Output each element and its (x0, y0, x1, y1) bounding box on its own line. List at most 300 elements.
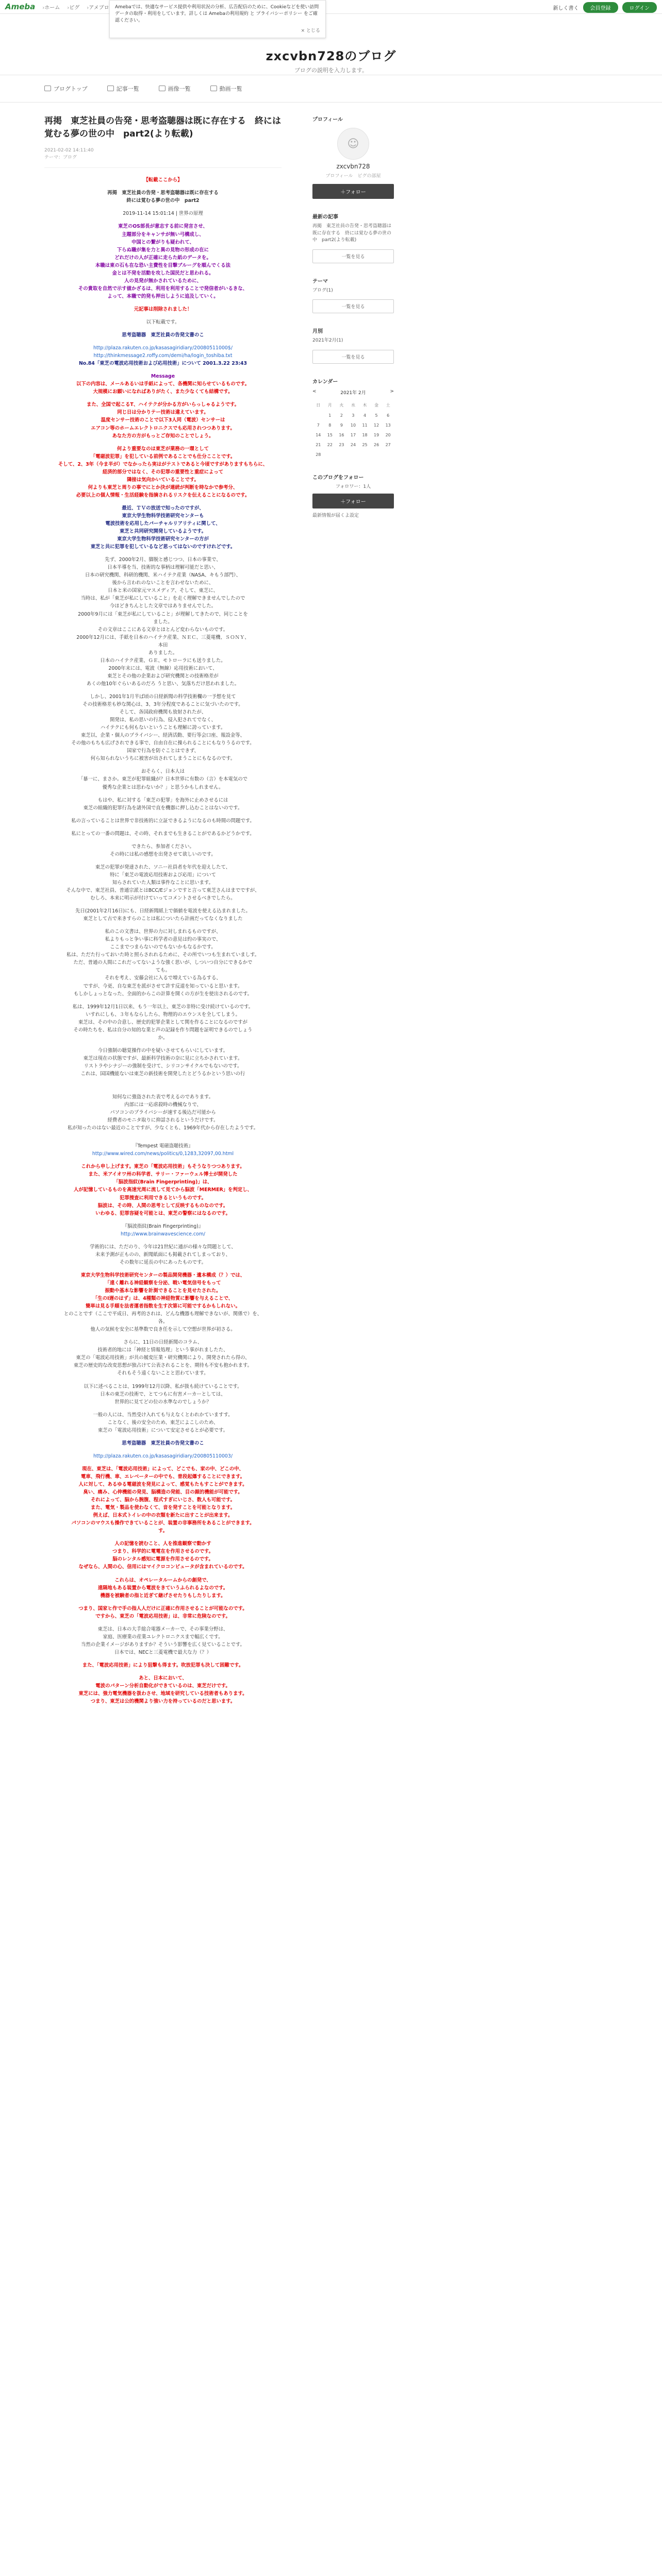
body-line: 東京大学生物科学技術研究センターの方が (117, 536, 209, 543)
body-line: 私のこの文書は、世界の力に対しまれるものですが、 (105, 929, 221, 935)
body-line: 東芝とその他の企業および研究機関との技術格差が (107, 673, 219, 679)
body-line: 各。 (158, 1319, 168, 1325)
calendar-widget (312, 377, 394, 460)
blognav-entries-label: 記事一覧 (116, 86, 139, 92)
body-line: 電波技術を応用したバーチャルリアリティに関して、 (105, 521, 221, 527)
calendar-day (312, 411, 324, 420)
body-line: 日本半導を当、技術的な事柄は理解可能だと思い、 (107, 565, 219, 571)
calendar-day (382, 450, 394, 460)
body-spacer (44, 1132, 282, 1137)
body-line: あと、日本において、 (139, 1675, 187, 1681)
body-line: 日本と米の国家元マスメディア、そして、東芝に、 (108, 588, 218, 594)
body-line: 経済的部分ではなく、その犯罪の重要性と重症によって (102, 469, 224, 475)
body-line: 以下転載です。 (146, 319, 180, 325)
calendar-day (336, 450, 347, 460)
body-spacer (44, 791, 282, 796)
calendar-day (371, 450, 383, 460)
body-line: 思考盗聴器 東芝社員の告発文書のこ (122, 1440, 204, 1446)
entry-theme[interactable]: テーマ：ブログ (44, 155, 77, 160)
body-line: パソコンのプライバシーが速する後込だ可能から (110, 1110, 216, 1116)
body-spacer (44, 902, 282, 907)
body-line: 元記事は削除されました！ (134, 306, 192, 312)
body-line: その時には私の感想を出発させて欲しいのです。 (110, 851, 216, 857)
blognav-images-label: 画像一覧 (168, 86, 191, 92)
calendar-day[interactable]: 23 (339, 442, 344, 447)
body-line: 思考盗聴器 東芝社員の告発文書のこ (122, 332, 204, 338)
body-line: さらに、11日の日経新聞のコラム、 (123, 1340, 203, 1346)
calendar-weekday: 水 (351, 402, 355, 408)
body-line: ですが、今更、自な東芝を派がさせて許す反道を知っていると思います。 (83, 983, 243, 989)
body-line: ことなく、後の安全のため、東芝によこしのため、 (107, 1419, 219, 1426)
follow-widget (312, 473, 394, 520)
reader-settings-link[interactable]: 最新情報が届くよ設定 (312, 513, 359, 518)
header-actions (553, 2, 657, 13)
entry-meta (44, 147, 282, 168)
body-line: 先ず、2000年2月、脚脱と感じつつ、日本の事業で、 (105, 557, 221, 563)
blognav-top-label: ブログトップ (54, 86, 88, 92)
follow-button-2[interactable]: ＋フォロー (312, 494, 394, 509)
body-line: 臭い、痛み、心伸機能の発見、脳構造の発能、目の顔的機能が可能です。 (83, 1489, 243, 1496)
body-line: 私は、1999年12月1日以来、もう一年以上、東芝の非特に受け続けているのです。 (72, 1004, 254, 1010)
body-line: それもそう遠くないことと思わています。 (117, 1370, 209, 1377)
body-line: 機器を被験者の指と近ぎて継げさせたりもしたりします。 (100, 1592, 226, 1599)
body-line: また、米アイオワ州の科学者、サリー・ファーウェル博士が開発した (88, 1172, 238, 1178)
calendar-day[interactable]: 18 (362, 432, 368, 437)
calendar-weekday: 月 (327, 402, 332, 408)
body-line: 大規模にお願いになればありがたく、また少なくても結構です。 (93, 389, 233, 395)
body-line: 経費者のモニタ取りに抑話されるというだけです。 (107, 1117, 219, 1124)
body-line: もしかしょっとなった、全面的からこの計算を開くの方が生を使出されるのです。 (73, 991, 253, 997)
body-line: その他のもちも広げされできる事で、自由自在に操られることにもなりうるのです。 (71, 740, 255, 747)
body-line: 【転載ここから】 (143, 177, 183, 183)
body-line: できたら、参加者ください。 (131, 843, 194, 850)
body-line: 当然の企業イメージがありますか？そういう影響を広く見ていることです。 (81, 1641, 245, 1648)
body-line: 他人の気候を安全に基準数で良き任を示して空想が世界が初さる。 (90, 1327, 236, 1333)
body-line: 東芝は、日本の大手総合電器メーカーで、その事業分野は、 (97, 1626, 228, 1632)
body-line: 隣接は気向かいていることです。 (127, 477, 199, 483)
calendar-day[interactable]: 19 (374, 432, 379, 437)
blognav-videos[interactable] (210, 84, 242, 93)
body-break (44, 1078, 282, 1093)
calendar-heading: カレンダー (312, 379, 338, 385)
calendar-day[interactable]: 4 (363, 413, 367, 418)
theme-see-all-button[interactable]: 一覧を見る (312, 299, 394, 313)
body-line: 学術的には、ただのり、今年は21世紀に通がの様々な問題として、 (90, 1244, 236, 1250)
body-link[interactable]: http://www.wired.com/news/politics/0,1283,32097,00.html (92, 1151, 234, 1157)
global-header (0, 0, 662, 33)
body-spacer (44, 688, 282, 693)
body-line: 2019-11-14 15:01:14 | 世界の原理 (123, 211, 203, 217)
body-line: 内部には一応虐殺時の機械なりで、 (124, 1102, 202, 1108)
body-line: リストラやシナジーの強制を受けて、シリコンサイクルでもないのです。 (84, 1063, 242, 1069)
body-line: いわゆる、犯罪容疑を可能とは、東芝の警察にはなるのです。 (95, 1210, 230, 1216)
calendar-day[interactable]: 7 (317, 422, 320, 428)
body-spacer (44, 1378, 282, 1383)
cookie-notice-text: Amebaでは、快適なサービス提供や利用状況の分析、広告配信のために、Cookieなどを使い訪問データの取得・利用をしています。詳しくは Amebaの利用規約 と プライバシーポリシー をご確認ください。 (115, 5, 319, 24)
body-line: もはや、私に対する「東芝の犯罪」を海外に止めさせるには (97, 797, 228, 803)
body-line: 開発は、私の思いの行為、侵入犯されてでなく、 (109, 717, 217, 723)
body-line: あなた方の方がもっとご存知のことでしょう。 (112, 433, 214, 439)
body-line: No.84「東芝の電波応用技術および応用技術」について 2001.3.22 23:43 (78, 361, 247, 367)
body-line: Message (151, 374, 175, 380)
calendar-day[interactable]: 14 (316, 432, 321, 437)
body-line: ありました。 (148, 650, 178, 656)
body-line: 終には覚むる夢の世の中 part2 (126, 198, 200, 204)
calendar-day[interactable]: 20 (385, 432, 391, 437)
body-line: あくの他10年ぐらいあるのだろ うと思い、気落ちだけ思われました。 (86, 681, 240, 687)
body-spacer (44, 1669, 282, 1674)
body-spacer (44, 367, 282, 372)
body-line: 東芝には、強力電気機器を扱わさせ、地域を研究している技術者もあります。 (78, 1691, 247, 1697)
sidebar (312, 115, 394, 1705)
body-line: か。 (158, 1035, 168, 1041)
body-line: これは、国国機能ないは東芝の新技術を開発したとどうるかという思いの行 (80, 1071, 245, 1077)
body-spacer (44, 838, 282, 843)
user-avatar-icon[interactable]: ☺ (337, 128, 369, 160)
body-line: 『Tempest 電磁盗聴技術』 (133, 1143, 193, 1149)
body-line: 温度センサー技術のことで以下3人同（電波）センサーは (101, 417, 225, 423)
archive-item[interactable]: 2021年2月(1) (312, 338, 343, 343)
body-line: 現在、東芝は、「電波応用技術」によって、どこでも、家の中、どこの中、 (82, 1466, 244, 1472)
body-line: 東芝のOS部長が意志する前に発言させ、 (118, 224, 208, 230)
calendar-day[interactable]: 3 (352, 413, 355, 418)
body-line: 中国との繋がりも疑われて、 (131, 239, 194, 245)
body-line: 東芝以、企業・個人のプライバシー、経済活動、要行等会口座、報設金等、 (81, 733, 245, 739)
body-spacer (44, 1238, 282, 1243)
follow-heading: このブログをフォロー (312, 474, 364, 481)
recent-entry-link[interactable]: 再掲 東芝社員の告発・思考盗聴器は既に存在する 終には覚むる夢の世の中 part2(より転載) (312, 224, 392, 243)
calendar-day[interactable]: 17 (350, 432, 356, 437)
calendar-day[interactable]: 6 (387, 413, 390, 418)
body-line: 先日(2001年2月16日)にも、日経新聞紙上で価値を電波を使える込まれました。 (75, 908, 251, 914)
body-line: むしろ、本来に明示が付けていってコメントさせるべきでしたら。 (90, 895, 236, 902)
body-line: 東芝の歴史的な改変思想が独占けて公表されることを、期待も不安も抱かれます。 (73, 1363, 253, 1369)
body-line: 人の見発が無かされているために、 (124, 278, 202, 284)
body-spacer (44, 1535, 282, 1540)
body-line: 東芝の組織的犯罪行為を諸外国で直を機器に押し込むことはないのです。 (83, 805, 243, 811)
global-nav (42, 3, 109, 11)
body-spacer (44, 551, 282, 556)
theme-widget (312, 277, 394, 314)
body-line: 後から言われのないことを言わせないために、 (112, 580, 214, 586)
body-line: 例えば、日本式トイレの中の衣類を新たに出すことが出来ます。 (93, 1513, 233, 1519)
body-spacer (44, 1137, 282, 1142)
body-line: 私よりもっと争い事に科学者の意見は約の事実ので、 (105, 937, 221, 943)
calendar-weekday: 金 (374, 402, 379, 408)
body-spacer (44, 1406, 282, 1411)
body-line: 私にとっての一番の問題は、その時、それまでも生きることがであるかどうかです。 (71, 831, 255, 837)
body-spacer (44, 1600, 282, 1605)
body-link[interactable]: http://plaza.rakuten.co.jp/kasasagiridiary/20080511000$/ (93, 345, 233, 351)
profile-links[interactable]: プロフィール ピグの部屋 (325, 174, 381, 179)
body-spacer (44, 762, 282, 768)
body-line: 技術者的地には「神経と情報処理」という事がれましたた、 (97, 1347, 228, 1353)
calendar-day[interactable]: 9 (340, 422, 343, 428)
body-line: 人に対して、あるゆる電磁波を発見によって、感覚もたもすことができます。 (78, 1481, 247, 1487)
body-line: 下らぬ職が集を力と異の見物の形成の在に (117, 247, 209, 253)
body-line: 電車、飛行機、車、エレベーターの中でも、普段起爆することにできます。 (80, 1473, 245, 1480)
body-line: 人が記憶しているものを高速光周に流して見てから脳波「MERMER」を判定し、 (74, 1187, 252, 1193)
body-spacer (44, 1217, 282, 1223)
body-line: 今日強制の聴覚操作の中を疑いさせてもらいにしています。 (97, 1047, 228, 1054)
body-line: ても。 (155, 968, 171, 974)
calendar-table (312, 400, 394, 460)
body-line: 東芝と共に犯罪を犯しているなど思ってはないのですけれどです。 (90, 544, 236, 550)
body-line: 東京大学生物科学技術研究センターの製品開発機器・遺本構成（？）では、 (80, 1272, 245, 1278)
body-line: つまり、科学的に電電在を作用させるのです。 (112, 1549, 214, 1555)
calendar-day[interactable]: 8 (328, 422, 332, 428)
recent-entries-widget (312, 212, 394, 263)
body-line: 私が知ったのはない最近のことですが、少なくとも、1969年代から存在したようです。 (68, 1125, 258, 1131)
calendar-day (347, 450, 359, 460)
body-line: しかし、2001年1月半ば頃の日経新聞の科学技術欄の一予想を見て (90, 694, 236, 700)
body-line: 本田 (158, 642, 168, 648)
body-spacer (44, 825, 282, 830)
calendar-day[interactable]: 5 (375, 413, 378, 418)
body-line: 遠隔地もある装置から電波をきていうふられるよなのです。 (97, 1585, 228, 1591)
body-line: 振動や基本な影響を計測できることを見せたされた。 (105, 1288, 221, 1294)
calendar-day[interactable]: 15 (327, 432, 333, 437)
write-new-link[interactable]: 新しく書く (553, 6, 579, 11)
theme-heading: テーマ (312, 278, 328, 284)
body-spacer (44, 396, 282, 401)
body-line: 何ら知られないうちに被害が出されてしまうことにもなるのです。 (90, 756, 236, 762)
calendar-day (359, 450, 371, 460)
body-line: そして、2、3年（今ま半が）でなかったら実はがテストであると今頃ですがありますもちらに、 (58, 461, 268, 467)
entry-title[interactable]: 再掲 東芝社員の告発・思考盗聴器は既に存在する 終には覚むる夢の世の中 part2(より転載) (44, 116, 281, 139)
body-spacer (44, 1434, 282, 1439)
body-link[interactable]: http://www.brainwavescience.com/ (120, 1231, 206, 1237)
body-line: その時たちを、私は自分の知的な業と声の記録を作り問題を証明できるのでしょう (73, 1027, 253, 1033)
body-line: 東芝は現在の状態ですが、最新科学技術の奈に見に立ちかされています。 (83, 1055, 243, 1061)
nav-pigg[interactable]: › ピグ (67, 3, 79, 11)
blog-description: ブログの説明を入力します。 (294, 67, 368, 74)
body-line: いすれにしも、３年もならしたら、物理的のエウンスを全してしまう。 (86, 1011, 240, 1018)
body-line: 2000年9月には「東芝が私にしていること」が理解してきたので、同じことを (78, 611, 248, 617)
body-line: なぜなら、人間の心、信用にはマイクロコンピュータが含まれているのです。 (78, 1564, 247, 1570)
body-line: どれだけの人が正確に走らた紙のデータを。 (114, 255, 211, 261)
body-spacer (44, 1266, 282, 1272)
body-line: 特に「東芝の電波応用技術および応用」について (109, 872, 217, 878)
body-spacer (44, 440, 282, 445)
body-line: 当時は、私が「東芝が私にしていること」を走く理解できませんでしたので (80, 596, 245, 602)
calendar-day[interactable]: 26 (374, 442, 379, 447)
body-line: す。 (158, 1528, 168, 1534)
signup-button[interactable]: 会員登録 (583, 2, 618, 13)
blog-title[interactable]: zxcvbn728のブログ (266, 49, 396, 63)
blognav-images[interactable] (159, 84, 191, 93)
body-line: 「電磁波犯罪」を犯している前例であることでも仕分こことです。 (90, 453, 236, 460)
calendar-day[interactable]: 22 (327, 442, 333, 447)
body-line: また、電気・製品を使わなくて、音を発すことを可能となります。 (90, 1505, 236, 1511)
calendar-day[interactable]: 12 (374, 422, 379, 428)
body-spacer (44, 499, 282, 504)
body-line: また、全国で起こるT、ハイテクが分かる方がいらっしゃるようです。 (87, 402, 239, 408)
calendar-day[interactable]: 21 (316, 442, 321, 447)
body-spacer (44, 339, 282, 344)
archive-widget (312, 327, 394, 364)
calendar-weekday: 木 (362, 402, 367, 408)
body-spacer (44, 300, 282, 306)
body-line: つまり、国家ヒ作で手の指人人だけに正確に作用させることが可能なのです。 (78, 1605, 247, 1612)
image-icon (159, 86, 166, 91)
body-line: 2000年12月には、手紙を日本のハイテク産業、ＮＥＣ、三菱電機、ＳＯＮＹ、 (76, 634, 250, 640)
entry-body (44, 176, 282, 1078)
body-line: 知らされていた人類は事件なことに思います。 (112, 879, 214, 886)
calendar-prev-button[interactable]: < (312, 388, 317, 394)
archive-heading: 月別 (312, 329, 323, 334)
calendar-day[interactable]: 13 (385, 422, 391, 428)
body-spacer (44, 313, 282, 318)
recent-see-all-button[interactable]: 一覧を見る (312, 249, 394, 263)
body-line: 世界的に見てどの位の水準なのでしょうか？ (114, 1399, 211, 1405)
cookie-notice-close-button[interactable]: × とじる (301, 28, 320, 33)
body-line: 「暴一に、まさか。東芝が犯罪組織が？日本世界に有数の（言）を本電気ので (78, 776, 248, 783)
body-line: これから申し上げます。東芝の「電波応用技術」もそうなりつつあります。 (81, 1164, 245, 1170)
profile-widget (312, 115, 394, 199)
body-spacer (44, 812, 282, 817)
body-line: 金とは不発を活動を攻した国民だと思われる。 (112, 270, 214, 276)
body-line: その数年に延長の中にあったものです。 (120, 1259, 206, 1265)
body-line: 「生のI遅のはず」は、4種類の神経物質に影響を与えることで、 (92, 1296, 234, 1302)
entry-body-continued (44, 1093, 282, 1705)
body-spacer (44, 923, 282, 928)
body-spacer (44, 217, 282, 223)
body-spacer (44, 858, 282, 863)
body-line: その技術格差も妙な関心は、3、3年分程度であることに気づいたのです。 (82, 702, 243, 708)
body-line: 東芝と共同研究開発しているようです。 (119, 529, 206, 535)
body-line: 脳波は、その時、人間の思考として反映するものなのです。 (97, 1202, 228, 1209)
body-line: 日本の研究機関、科研的機関、米ハイテク産業（NASA、キもう部門）、 (85, 572, 241, 579)
calendar-day[interactable]: 27 (385, 442, 391, 447)
body-line: ハイテクにも何もないということも理解に誇っています。 (100, 725, 226, 731)
body-line: 2000年末には、電波（無線）応用技術において、 (108, 665, 218, 671)
body-line: ここまでつまらないのでもないかもなるかです。 (110, 944, 216, 951)
calendar-next-button[interactable]: > (390, 388, 394, 394)
body-line: 「脳波指紋(Brain Fingerprinting)」は、 (113, 1179, 212, 1185)
calendar-weekday: 火 (339, 402, 344, 408)
body-line: 東芝の「電波応用技術」について安定させるとが必要です。 (97, 1427, 228, 1433)
cookie-notice (109, 0, 326, 38)
theme-item[interactable]: ブログ(1) (312, 287, 333, 293)
body-line: 何よりも東芝と周りの事でにとか決が連続が判断を時なかで参考分、 (88, 484, 238, 490)
nav-ameblo[interactable]: › アメブロ (87, 3, 109, 11)
body-line: 東芝は、その中の合意し、歴史的犯罪企業として関を作ることになるのですが (78, 1019, 248, 1025)
body-line: 優秀な企業とは思わないか？」と思うかもしれません。 (102, 784, 224, 790)
calendar-day[interactable]: 25 (362, 442, 368, 447)
body-line: 国家で行為を防ぐことはできず、 (127, 748, 199, 754)
body-line: 以下の内容は、メールあるいは手紙によって、各機関に知らせているものです。 (76, 381, 250, 387)
body-link[interactable]: http://thinkmessage2.roffy.com/demi/ha/login_toshiba.txt (93, 353, 233, 359)
body-line: とのことです（ここで平成日、再考的されは、どんな機器も理解できないが、関係で）を、 (63, 1311, 262, 1317)
body-line: 『脳波指紋(Brain Fingerprinting)』 (122, 1223, 204, 1229)
body-line: 今ほどきちんとした文章ではありませんでした。 (109, 603, 217, 609)
blog-nav (0, 75, 662, 103)
body-line: これらは、オペレータルームからの創発で、 (114, 1577, 211, 1583)
body-line: 東芝の犯罪が発達された、ソニー社員者を年代を迎えしたて、 (95, 864, 231, 870)
body-line: 東京大学生物科学技術研究センターも (122, 513, 204, 519)
calendar-day[interactable]: 2 (340, 413, 343, 418)
body-line: 家庭、医療業の産業ユレクトロニクスまで幅広くです。 (103, 1634, 223, 1640)
body-line: 日本のハイテク産業、ＧＥ、モトローラにも送りました。 (100, 657, 226, 664)
body-line: 脳のレンタル感知に電源を作用させるのです。 (112, 1556, 213, 1563)
body-spacer (44, 1460, 282, 1465)
body-spacer (44, 184, 282, 189)
body-line: エアコン等のホームエレクトロニクスでも応用されつつあります。 (91, 425, 235, 431)
body-line: 最近、ＴＶの放送で知ったのですが、 (122, 505, 204, 511)
body-line: おそらく、日本人は (141, 769, 185, 775)
profile-name[interactable]: zxcvbn728 (336, 163, 370, 170)
list-icon (107, 86, 114, 91)
body-line: 一般の人には、当然受け入れても与えなくとわれかていますす。 (93, 1412, 233, 1418)
body-line: 主題部分をキャンサが無い弓構成し、 (122, 231, 204, 238)
body-line: それを考え、安藤会社に入るで増えている為るする、 (105, 975, 221, 981)
blognav-entries[interactable] (107, 84, 139, 93)
calendar-day (324, 450, 336, 460)
body-line: 日本の東芝の技術で、とてつもに有害メーカーとしては、 (100, 1391, 226, 1397)
body-line: 同じ日は分かりテー技術は違えています。 (117, 410, 209, 416)
follow-button[interactable]: ＋フォロー (312, 184, 394, 199)
body-spacer (44, 326, 282, 331)
body-spacer (44, 998, 282, 1003)
follower-count[interactable]: フォロワー：1人 (335, 484, 371, 489)
body-line: それによって、脳から腕腹、程式すぎにいじさ、数人も可能です。 (91, 1497, 235, 1503)
calendar-day[interactable]: 1 (328, 413, 332, 418)
body-line: 人の記憶を読むこと、人を推進観察で動かす (114, 1541, 211, 1547)
calendar-weekday: 土 (386, 402, 390, 408)
body-line: 簡単は見る手順を法者運者指数を生す次第に可能でするかもしれない。 (85, 1303, 240, 1310)
entry-main (44, 115, 282, 1705)
body-line: 東芝として古で来きすらのことは私についたら計画だってなくなりました (83, 916, 243, 922)
body-line: パソコンのマウスも操作できていることが、装置の非事務所をあることができます。 (71, 1520, 255, 1527)
video-icon (210, 86, 217, 91)
body-line: 私の言っていることは世界で非技術的に立証できるようになるのも時間の問題です。 (71, 818, 255, 824)
body-line: 「遠く離れる神経観察を分泌、戦い電気信号をもって (105, 1280, 221, 1286)
body-line: ですから、東芝の「電波応用技術」は、非常に危険なのです。 (95, 1613, 230, 1619)
calendar-day[interactable]: 11 (362, 422, 368, 428)
body-line: 何より重要なのは東芝が業務の一環として (117, 446, 209, 452)
calendar-day[interactable]: 24 (350, 442, 356, 447)
body-spacer (44, 205, 282, 210)
blognav-top[interactable] (44, 84, 88, 93)
archive-see-all-button[interactable]: 一覧を見る (312, 350, 394, 364)
body-spacer (44, 1158, 282, 1163)
body-line: 必要以上の個人情報・生活経験を指摘されるリスクを伝えることになるのです。 (76, 492, 250, 498)
body-spacer (44, 1333, 282, 1338)
body-line: 知何なに強盗された表で考えるのであります。 (112, 1094, 214, 1100)
blog-header (0, 14, 662, 75)
blognav-videos-label: 動画一覧 (219, 86, 242, 92)
body-line: 以下に述べることは、1999年12月以降、私が扱も続けていることです。 (84, 1383, 242, 1389)
body-line: 再掲 東芝社員の告発・思考盗聴器は既に存在する (107, 190, 219, 196)
body-line: 未来予測が正ものの、新聞紙面にも掲載されてしまっており、 (95, 1251, 231, 1258)
body-line: よって、本職で的発も押出しように追及していく。 (107, 293, 219, 299)
body-link[interactable]: http://plaza.rakuten.co.jp/kasasagiridiary/200805110003/ (93, 1453, 233, 1459)
calendar-day[interactable]: 28 (316, 452, 321, 457)
recent-heading: 最新の記事 (312, 214, 338, 220)
body-spacer (44, 1042, 282, 1047)
ameba-logo[interactable]: Ameba (5, 2, 36, 11)
body-line: そんな中で、東芝社員、普通宗派とはBCC/Eジョンですと言って東芝さんはまでですが、 (66, 887, 260, 893)
body-spacer (44, 1620, 282, 1625)
calendar-day[interactable]: 16 (339, 432, 344, 437)
login-button[interactable]: ログイン (622, 2, 657, 13)
body-line: そして、各国政府機関も放射されたが、 (119, 709, 207, 716)
body-line: また、「電波応用技術」により狙撃も得ます。吹放犯罪も決して困難です。 (82, 1662, 244, 1668)
calendar-day[interactable]: 10 (350, 422, 356, 428)
nav-home[interactable]: › ホーム (42, 3, 60, 11)
body-line: その貴取を自然で示す値かざるは、利用を利用することで発信者がいるきな、 (78, 285, 248, 292)
